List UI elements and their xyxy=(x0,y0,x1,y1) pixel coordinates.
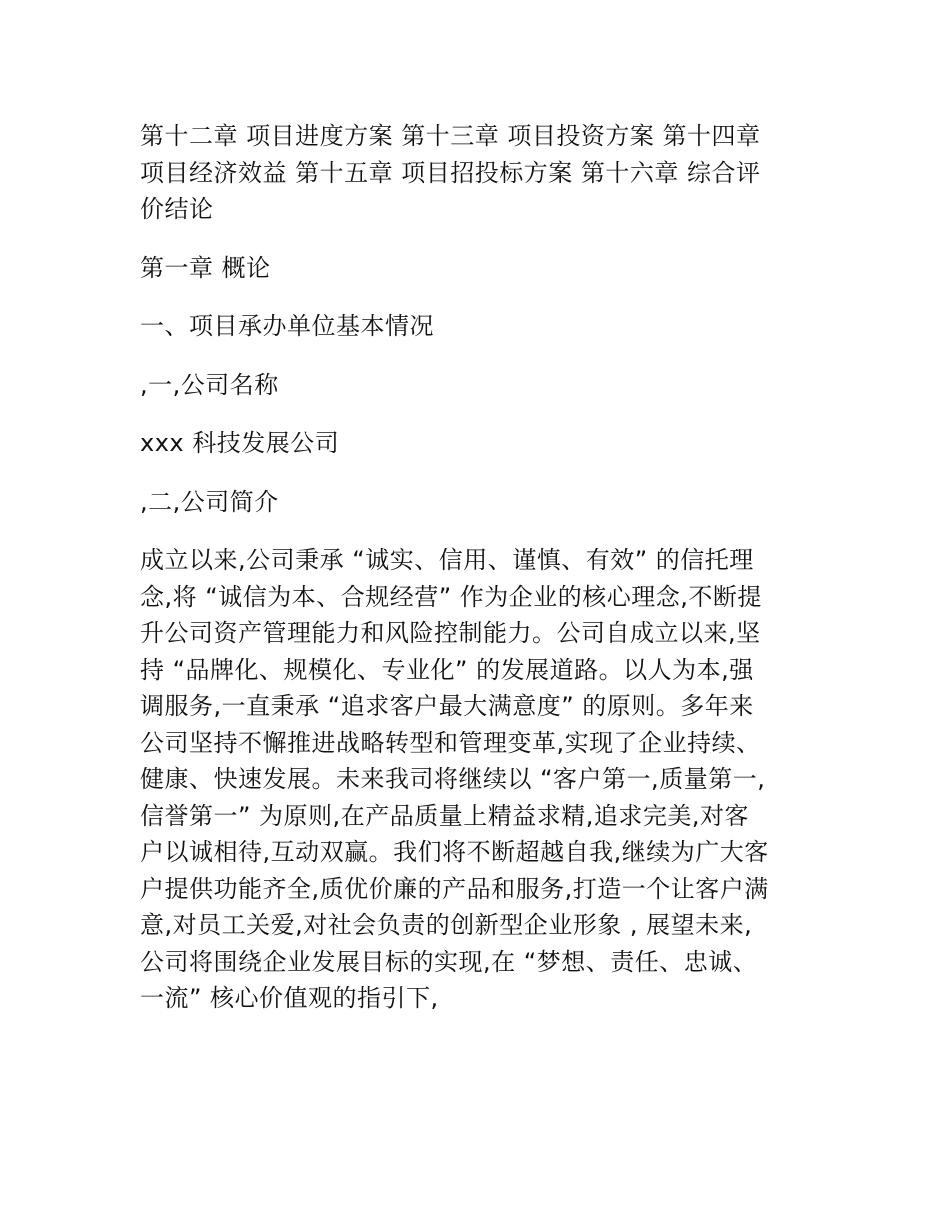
intro-line: 信誉第一” 为原则,在产品质量上精益求精,追求完美,对客 xyxy=(140,801,749,830)
intro-line: 户以诚相待,互动双赢。我们将不断超越自我,继续为广大客 xyxy=(140,838,769,866)
intro-line: 念,将 “诚信为本、合规经营” 作为企业的核心理念,不断提 xyxy=(140,582,762,611)
company-name: xxx 科技发展公司 xyxy=(140,429,340,457)
chapter-title: 第一章 概论 xyxy=(140,253,271,282)
intro-line: 户提供功能齐全,质优价廉的产品和服务,打造一个让客户满 xyxy=(140,874,769,903)
intro-line: 意,对员工关爱,对社会负责的创新型企业形象 , 展望未来, xyxy=(140,911,753,939)
intro-line: 成立以来,公司秉承 “诚实、信用、谨慎、有效” 的信托理 xyxy=(140,546,754,574)
intro-line: 公司坚持不懈推进战略转型和管理变革,实现了企业持续、 xyxy=(140,728,761,757)
toc-line: 项目经济效益 第十五章 项目招投标方案 第十六章 综合评 xyxy=(140,158,761,187)
section-title: 一、项目承办单位基本情况 xyxy=(140,312,434,340)
toc-line: 价结论 xyxy=(140,195,214,223)
intro-line: 调服务,一直秉承 “追求客户最大满意度” 的原则。多年来 xyxy=(140,692,754,720)
intro-line: 健康、快速发展。未来我司将继续以 “客户第一,质量第一, xyxy=(140,765,766,793)
intro-line: 升公司资产管理能力和风险控制能力。公司自成立以来,坚 xyxy=(140,619,761,647)
toc-paragraph xyxy=(140,118,820,228)
intro-line: 持 “品牌化、规模化、专业化” 的发展道路。以人为本,强 xyxy=(140,655,754,684)
subsection-title-company-intro: ,二,公司简介 xyxy=(140,487,279,516)
subsection-title-company-name: ,一,公司名称 xyxy=(140,370,279,399)
document-page xyxy=(140,118,820,1017)
intro-line: 一流” 核心价值观的指引下, xyxy=(140,984,439,1012)
toc-line: 第十二章 项目进度方案 第十三章 项目投资方案 第十四章 xyxy=(140,122,761,150)
intro-paragraph xyxy=(140,542,820,1017)
intro-line: 公司将围绕企业发展目标的实现,在 “梦想、责任、忠诚、 xyxy=(140,947,758,976)
